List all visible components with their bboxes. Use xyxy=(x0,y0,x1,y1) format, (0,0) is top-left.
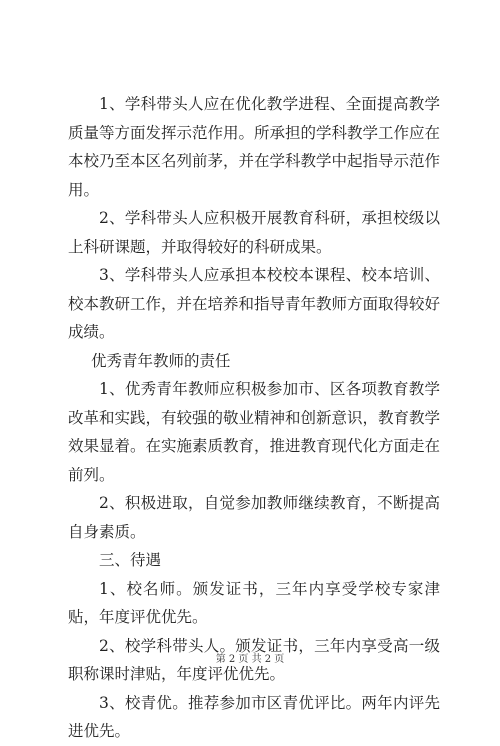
paragraph-leader-school-curriculum: 3、学科带头人应承担本校校本课程、校本培训、校本教研工作，并在培养和指导青年教师方面取得较好成绩。 xyxy=(68,266,441,341)
paragraph-treatment-subject-leader: 2、校学科带头人。颁发证书，三年内享受高一级职称课时津贴，年度评优优先。 xyxy=(68,636,440,683)
paragraph-leader-research: 2、学科带头人应积极开展教育科研，承担校级以上科研课题，并取得较好的科研成果。 xyxy=(68,209,440,256)
document-body xyxy=(68,90,440,746)
paragraph-leader-teaching: 1、学科带头人应在优化教学进程、全面提高教学质量等方面发挥示范作用。所承担的学科教学工作应在本校乃至本区名列前茅，并在学科教学中起指导示范作用。 xyxy=(68,95,441,199)
paragraph-young-teacher-reform: 1、优秀青年教师应积极参加市、区各项教育教学改革和实践，有较强的敬业精神和创新意识，教育教学效果显着。在实施素质教育，推进教育现代化方面走在前列。 xyxy=(68,380,441,484)
paragraph-young-teacher-education: 2、积极进取，自觉参加教师继续教育，不断提高自身素质。 xyxy=(68,494,440,541)
paragraph-treatment-young-excellent: 3、校青优。推荐参加市区青优评比。两年内评先进优先。 xyxy=(68,693,440,740)
section-heading-treatment: 三、待遇 xyxy=(99,551,162,569)
section-heading-young-teacher: 优秀青年教师的责任 xyxy=(91,351,231,370)
paragraph-treatment-famous-teacher: 1、校名师。颁发证书，三年内享受学校专家津贴，年度评优优先。 xyxy=(68,579,440,626)
page-footer: 第 2 页 共 2 页 xyxy=(215,654,285,665)
